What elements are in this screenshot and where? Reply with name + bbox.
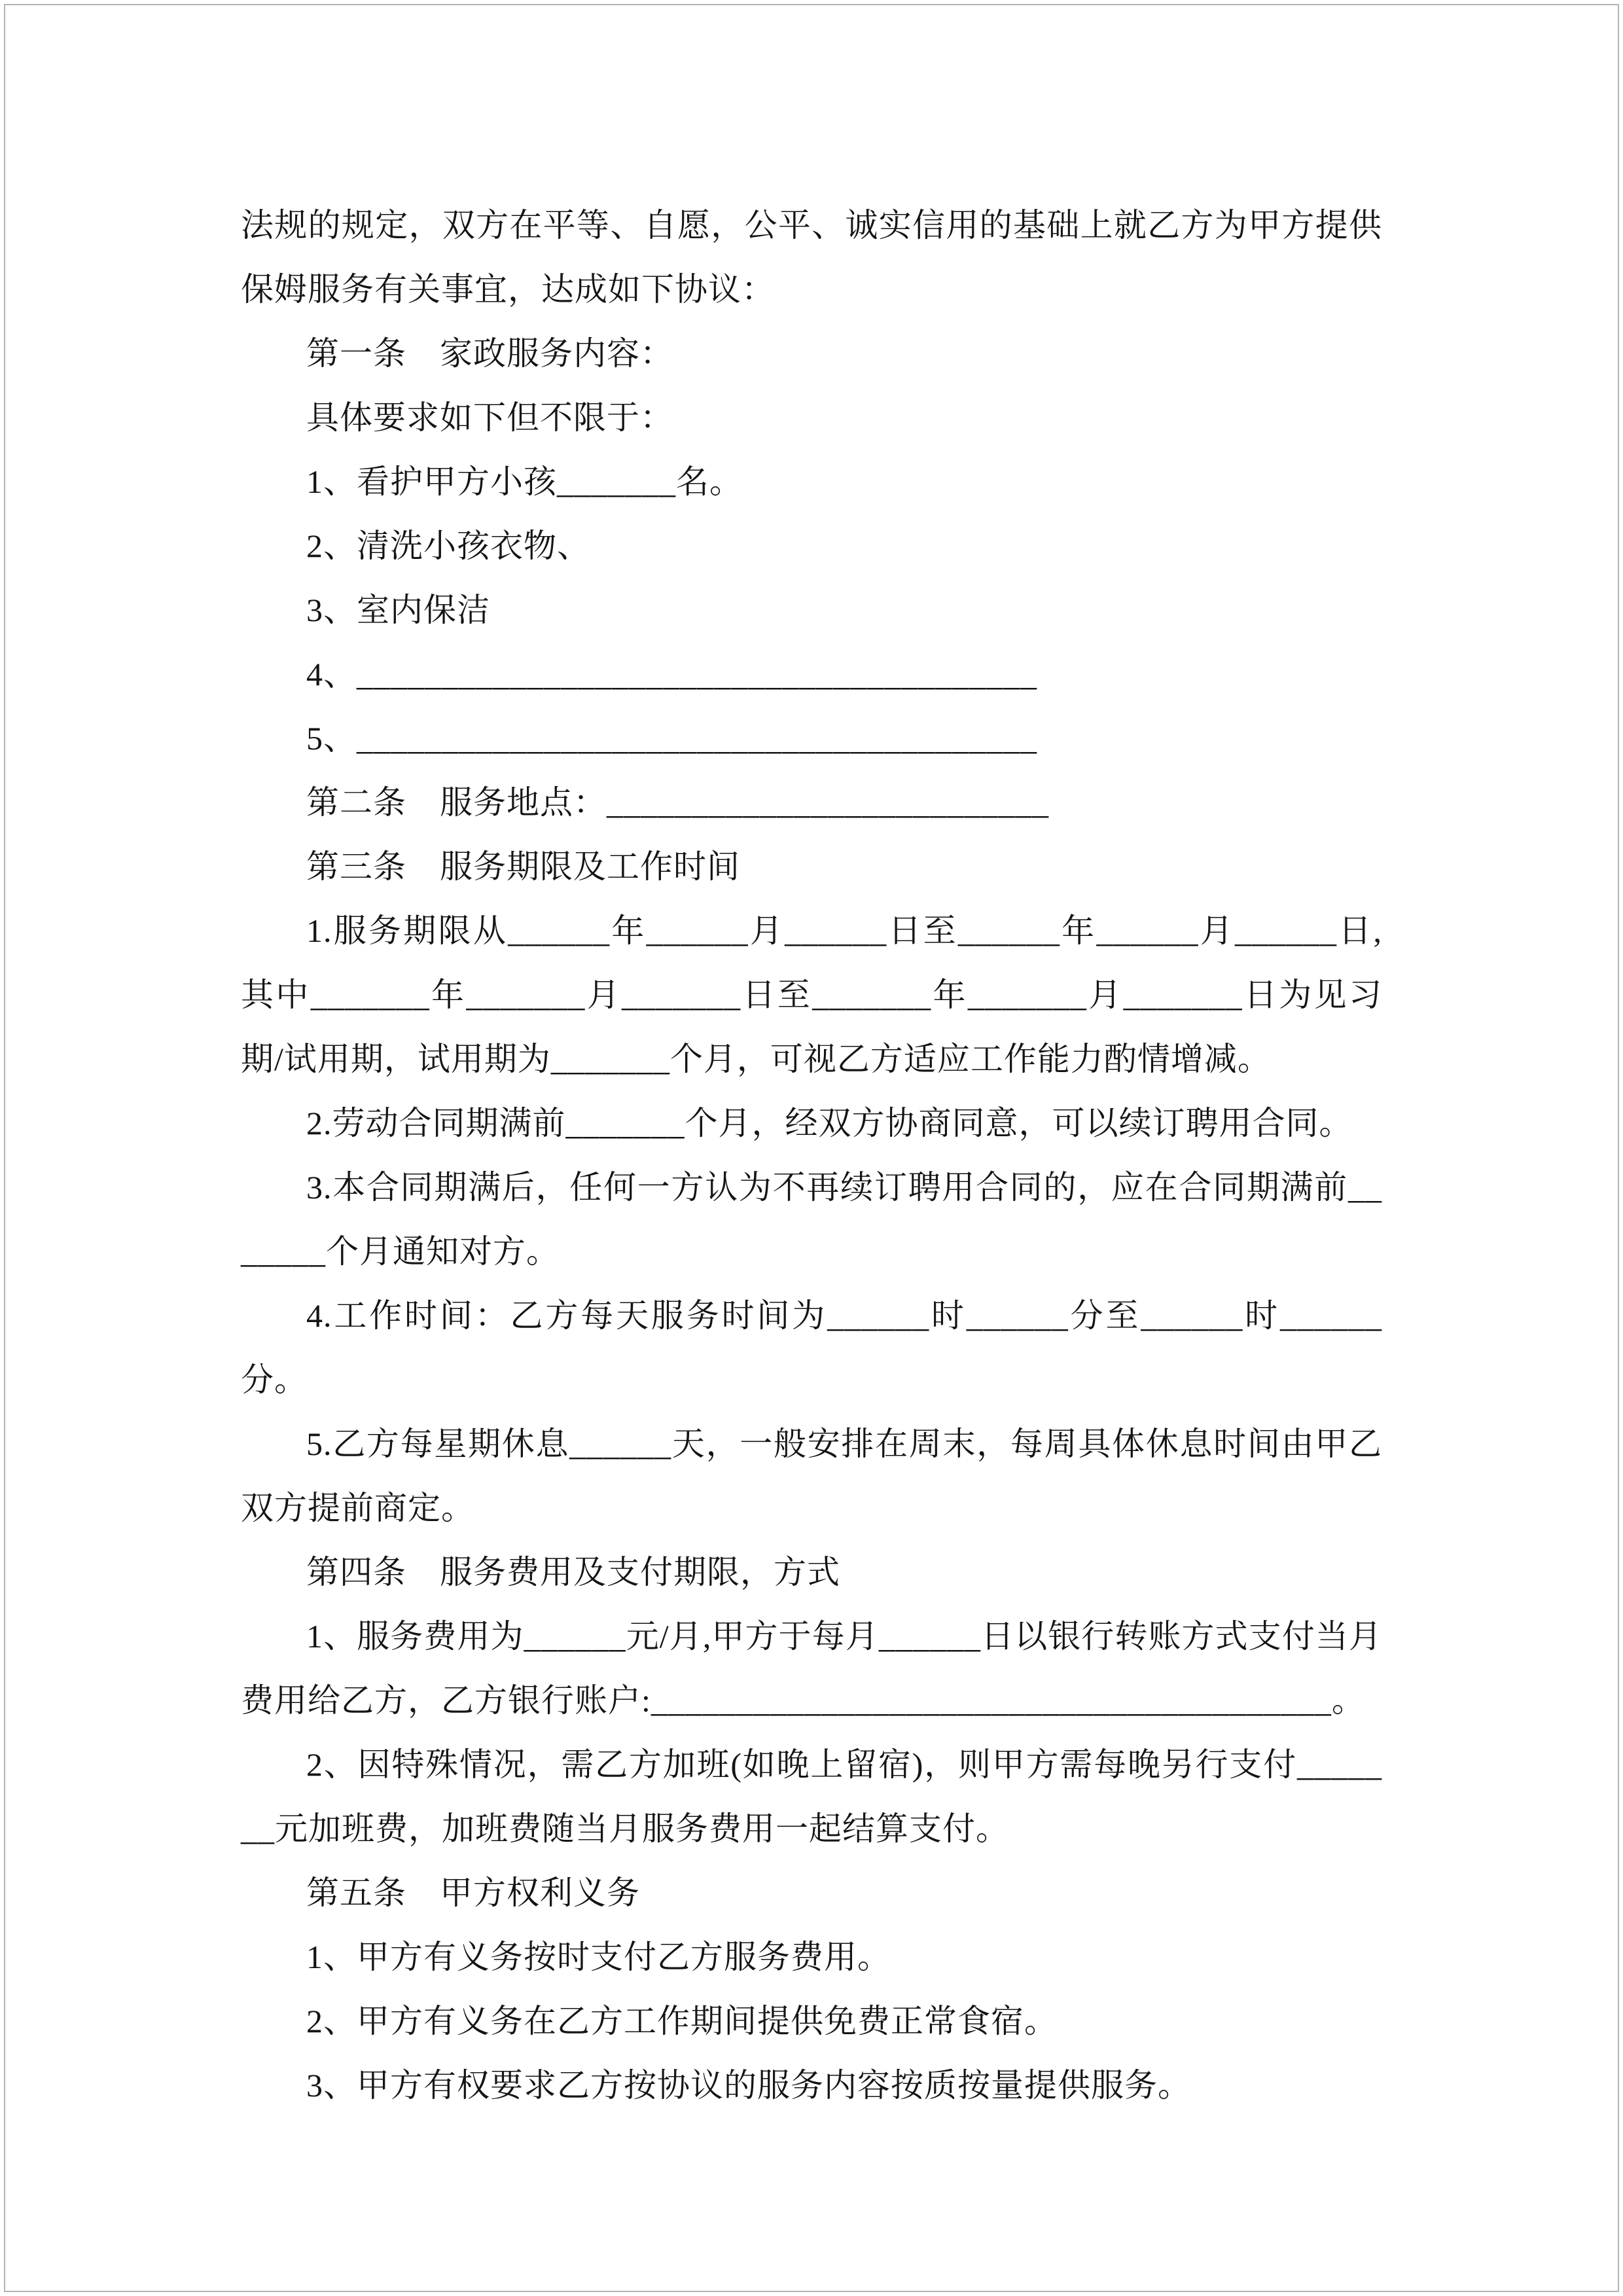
clause5-item-1: 1、甲方有义务按时支付乙方服务费用。 (306, 1939, 891, 1975)
clause3-item-1: 1.服务期限从______年______月______日至______年______月______日,其中_______年_______月_______日至_______年_______月_______日为见习期/试用期，试用期为_______个月，可视乙方适应工作能力酌情增减。 (241, 912, 1382, 1077)
clause1-item-3: 3、室内保洁 (306, 592, 490, 628)
clause4-item-1: 1、服务费用为______元/月,甲方于每月______日以银行转账方式支付当月费用给乙方，乙方银行账户:________________________________________。 (241, 1618, 1382, 1719)
clause1-note: 具体要求如下但不限于： (306, 399, 673, 436)
clause3-item-2: 2.劳动合同期满前_______个月，经双方协商同意，可以续订聘用合同。 (306, 1105, 1353, 1141)
clause1-item-1: 1、看护甲方小孩_______名。 (306, 463, 743, 500)
contract-page-body (241, 193, 1382, 2117)
clause4-heading: 第四条 服务费用及支付期限，方式 (306, 1554, 840, 1590)
clause2-heading: 第二条 服务地点：__________________________ (306, 784, 1049, 821)
clause3-item-3: 3.本合同期满后，任何一方认为不再续订聘用合同的，应在合同期满前_______个月通知对方。 (241, 1169, 1382, 1270)
clause3-heading: 第三条 服务期限及工作时间 (306, 848, 740, 885)
clause5-item-3: 3、甲方有权要求乙方按协议的服务内容按质按量提供服务。 (306, 2067, 1191, 2104)
clause4-item-2: 2、因特殊情况，需乙方加班(如晚上留宿)，则甲方需每晚另行支付_______元加班费，加班费随当月服务费用一起结算支付。 (241, 1746, 1382, 1847)
clause5-item-2: 2、甲方有义务在乙方工作期间提供免费正常食宿。 (306, 2003, 1058, 2039)
clause1-item-5-blank-line: 5、________________________________________ (306, 720, 1037, 757)
clause1-item-2: 2、清洗小孩衣物、 (306, 528, 590, 564)
clause3-item-4: 4.工作时间：乙方每天服务时间为______时______分至______时______分。 (241, 1297, 1382, 1398)
clause3-item-5: 5.乙方每星期休息______天，一般安排在周末，每周具体休息时间由甲乙双方提前商定。 (241, 1426, 1382, 1526)
clause1-heading: 第一条 家政服务内容： (306, 335, 673, 372)
clause1-item-4-blank-line: 4、________________________________________ (306, 656, 1037, 692)
intro-continuation: 法规的规定，双方在平等、自愿，公平、诚实信用的基础上就乙方为甲方提供保姆服务有关事宜，达成如下协议： (241, 207, 1382, 308)
clause5-heading: 第五条 甲方权利义务 (306, 1874, 640, 1911)
